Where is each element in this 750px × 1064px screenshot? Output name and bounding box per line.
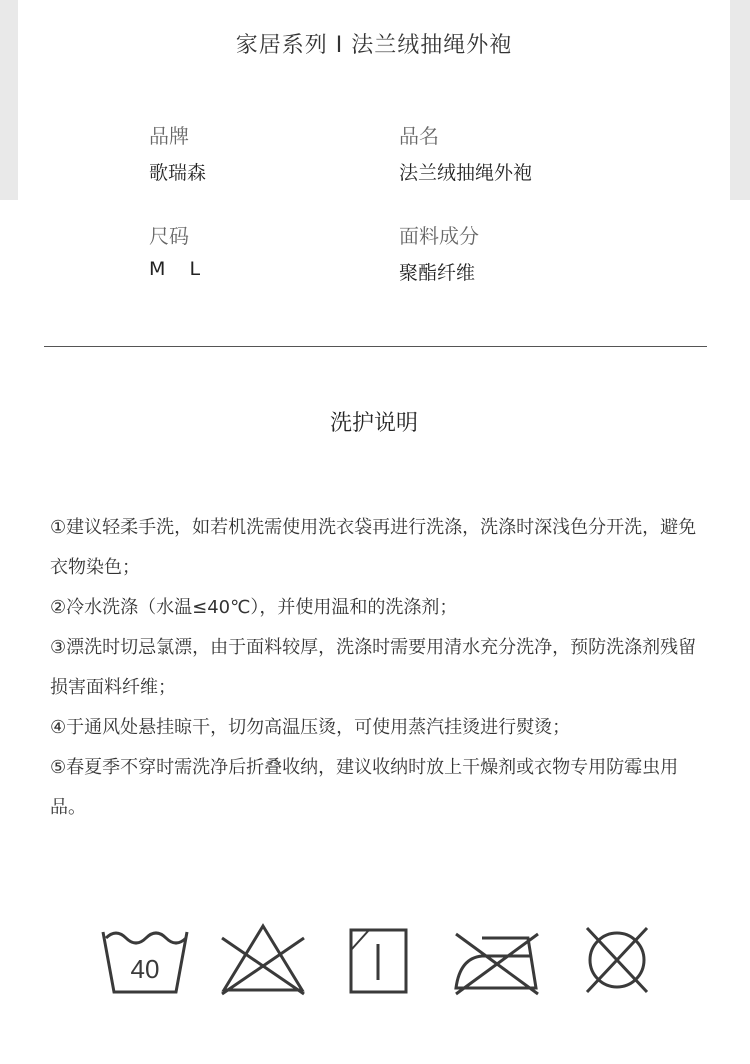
no-iron-icon [452,920,542,1000]
line-dry-icon [348,920,410,1000]
fabric-label: 面料成分 [399,224,479,248]
name-value: 法兰绒抽绳外袍 [399,162,533,184]
care-item: ①建议轻柔手洗，如若机洗需使用洗衣袋再进行洗涤，洗涤时深浅色分开洗，避免衣物染色； [50,517,697,578]
product-detail-card [18,0,730,1064]
section-divider [44,346,707,347]
spec-size [149,220,200,280]
care-item: ⑤春夏季不穿时需洗净后折叠收纳，建议收纳时放上干燥剂或衣物专用防霉虫用品。 [50,757,679,818]
care-instructions [50,508,710,828]
brand-value: 歌瑞森 [149,162,207,184]
care-item: ④于通风处悬挂晾干，切勿高温压烫，可使用蒸汽挂烫进行熨烫； [50,717,571,738]
brand-label: 品牌 [149,124,189,148]
care-section-title: 洗护说明 [329,411,418,436]
spec-fabric [399,220,479,285]
no-tumble-dry-icon [582,920,652,1000]
care-symbols [18,920,730,1000]
spec-brand [149,120,206,185]
hand-wash-40-icon [100,920,190,1000]
page-title: 家居系列 I 法兰绒抽绳外袍 [235,33,513,58]
size-value: M L [149,258,201,280]
name-label: 品名 [399,124,439,148]
care-item: ②冷水洗涤（水温≤40℃），并使用温和的洗涤剂； [50,597,458,618]
spec-name [399,120,532,185]
no-bleach-icon [218,920,308,1000]
size-label: 尺码 [149,224,189,248]
fabric-value: 聚酯纤维 [399,262,476,284]
care-item: ③漂洗时切忌氯漂，由于面料较厚，洗涤时需要用清水充分洗净，预防洗涤剂残留损害面料纤维； [50,637,697,698]
wash-temperature: 40 [130,954,160,984]
